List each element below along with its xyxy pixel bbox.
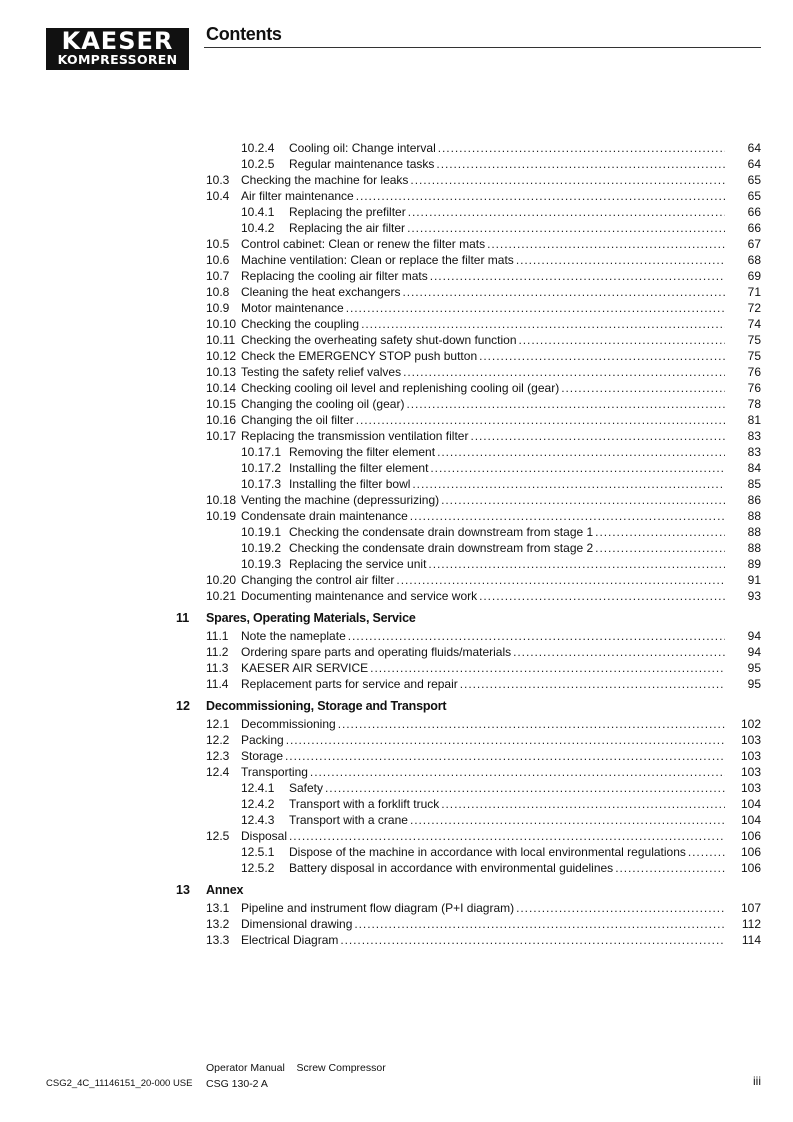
toc-chapter-heading[interactable] — [0, 609, 793, 627]
dot-leader — [470, 428, 725, 444]
page-title: Contents — [206, 24, 282, 44]
toc-entry-number: 10.6 — [206, 253, 230, 267]
toc-entry-title: Installing the filter element — [289, 461, 429, 475]
toc-entry[interactable] — [0, 268, 793, 284]
toc-entry[interactable] — [0, 476, 793, 492]
toc-entry-number: 10.11 — [206, 333, 236, 347]
toc-entry-title: Disposal — [241, 829, 288, 843]
toc-entry[interactable] — [0, 828, 793, 844]
toc-entry-title: Changing the cooling oil (gear) — [241, 397, 405, 411]
toc-entry-title: Decommissioning — [241, 717, 336, 731]
toc-entry-number: 10.8 — [206, 285, 230, 299]
toc-entry-title: Transporting — [241, 765, 308, 779]
chapter-number: 11 — [176, 611, 190, 625]
toc-entry[interactable] — [0, 556, 793, 572]
dot-leader — [285, 748, 725, 764]
toc-entry-title: Testing the safety relief valves — [241, 365, 402, 379]
toc-entry-title: Checking the coupling — [241, 317, 360, 331]
toc-entry[interactable] — [0, 796, 793, 812]
dot-leader — [346, 300, 725, 316]
toc-entry[interactable] — [0, 236, 793, 252]
dot-leader — [396, 572, 725, 588]
toc-entry-page: 86 — [747, 493, 761, 507]
dot-leader — [286, 732, 725, 748]
toc-entry[interactable] — [0, 428, 793, 444]
toc-entry-number: 10.5 — [206, 237, 230, 251]
toc-entry-page: 85 — [747, 477, 761, 491]
logo-line-1: KAESER — [61, 27, 174, 55]
dot-leader — [354, 916, 725, 932]
toc-entry-number: 10.9 — [206, 301, 230, 315]
toc-entry-title: Electrical Diagram — [241, 933, 339, 947]
toc-entry-number: 10.21 — [206, 589, 237, 603]
toc-entry[interactable] — [0, 220, 793, 236]
dot-leader — [430, 268, 725, 284]
toc-entry-title: Pipeline and instrument flow diagram (P+I diagram) — [241, 901, 515, 915]
toc-entry[interactable] — [0, 460, 793, 476]
dot-leader — [487, 236, 725, 252]
toc-entry-title: Replacing the cooling air filter mats — [241, 269, 428, 283]
dot-leader — [410, 172, 725, 188]
toc-entry-page: 93 — [747, 589, 761, 603]
dot-leader — [595, 524, 725, 540]
toc-entry-number: 10.17.3 — [241, 477, 282, 491]
toc-entry-page: 88 — [747, 509, 761, 523]
toc-entry-title: Machine ventilation: Clean or replace the filter mats — [241, 253, 514, 267]
toc-entry-title: Transport with a crane — [289, 813, 408, 827]
toc-entry-page: 75 — [747, 349, 761, 363]
toc-entry-title: Air filter maintenance — [241, 189, 354, 203]
toc-entry-title: KAESER AIR SERVICE — [241, 661, 369, 675]
toc-entry-page: 103 — [740, 749, 761, 763]
toc-entry[interactable] — [0, 188, 793, 204]
toc-entry-title: Note the nameplate — [241, 629, 346, 643]
toc-entry-page: 94 — [747, 645, 761, 659]
dot-leader — [516, 900, 725, 916]
toc-entry[interactable] — [0, 732, 793, 748]
dot-leader — [407, 220, 725, 236]
dot-leader — [325, 780, 725, 796]
toc-entry[interactable] — [0, 396, 793, 412]
toc-entry[interactable] — [0, 716, 793, 732]
toc-entry[interactable] — [0, 540, 793, 556]
toc-entry[interactable] — [0, 508, 793, 524]
toc-entry-title: Ordering spare parts and operating fluids/materials — [241, 645, 512, 659]
toc-entry[interactable] — [0, 156, 793, 172]
toc-entry[interactable] — [0, 628, 793, 644]
toc-entry-number: 10.4.2 — [241, 221, 275, 235]
toc-entry-number: 10.2.4 — [241, 141, 275, 155]
dot-leader — [561, 380, 725, 396]
chapter-number: 13 — [176, 883, 190, 897]
toc-entry-title: Replacement parts for service and repair — [241, 677, 458, 691]
toc-entry-title: Removing the filter element — [289, 445, 436, 459]
toc-entry-title: Changing the oil filter — [241, 413, 354, 427]
dot-leader — [410, 508, 725, 524]
footer-page-number: iii — [753, 1074, 761, 1088]
toc-entry[interactable] — [0, 644, 793, 660]
dot-leader — [437, 444, 725, 460]
dot-leader — [289, 828, 725, 844]
dot-leader — [310, 764, 725, 780]
toc-entry-number: 12.4.1 — [241, 781, 275, 795]
toc-entry[interactable] — [0, 380, 793, 396]
toc-entry-page: 75 — [747, 333, 761, 347]
toc-entry-title: Cooling oil: Change interval — [289, 141, 436, 155]
toc-entry-number: 13.3 — [206, 933, 230, 947]
toc-entry-title: Safety — [289, 781, 324, 795]
chapter-title: Annex — [206, 883, 244, 897]
toc-entry-page: 114 — [741, 933, 761, 947]
dot-leader — [479, 348, 725, 364]
toc-entry[interactable] — [0, 588, 793, 604]
toc-entry-number: 10.19.3 — [241, 557, 282, 571]
toc-entry[interactable] — [0, 660, 793, 676]
dot-leader — [402, 284, 725, 300]
footer-doc-code: CSG2_4C_11146151_20-000 USE — [46, 1078, 193, 1089]
dot-leader — [338, 716, 725, 732]
toc-entry-page: 72 — [747, 301, 761, 315]
toc-entry-title: Replacing the service unit — [289, 557, 427, 571]
toc-entry-number: 10.19.2 — [241, 541, 282, 555]
toc-entry-title: Replacing the prefilter — [289, 205, 406, 219]
toc-entry[interactable] — [0, 916, 793, 932]
toc-entry-page: 67 — [747, 237, 761, 251]
toc-entry[interactable] — [0, 284, 793, 300]
toc-entry-number: 10.20 — [206, 573, 237, 587]
toc-entry-page: 89 — [747, 557, 761, 571]
toc-entry-number: 10.12 — [206, 349, 237, 363]
toc-entry-title: Check the EMERGENCY STOP push button — [241, 349, 478, 363]
dot-leader — [428, 556, 725, 572]
dot-leader — [441, 492, 725, 508]
toc-entry[interactable] — [0, 764, 793, 780]
toc-entry-page: 64 — [747, 141, 761, 155]
toc-entry-page: 65 — [747, 189, 761, 203]
toc-entry-title: Checking the machine for leaks — [241, 173, 409, 187]
toc-entry-number: 11.3 — [206, 661, 229, 675]
toc-entry-title: Checking cooling oil level and replenishing cooling oil (gear) — [241, 381, 560, 395]
toc-entry-number: 12.4.3 — [241, 813, 275, 827]
toc-entry[interactable] — [0, 676, 793, 692]
toc-entry-title: Installing the filter bowl — [289, 477, 411, 491]
dot-leader — [361, 316, 725, 332]
toc-entry-number: 11.1 — [206, 629, 229, 643]
toc-entry-number: 12.5.2 — [241, 861, 275, 875]
toc-entry-page: 88 — [747, 525, 761, 539]
toc-entry-page: 106 — [740, 861, 761, 875]
toc-entry[interactable] — [0, 332, 793, 348]
toc-entry-title: Checking the overheating safety shut-down function — [241, 333, 517, 347]
toc-entry-number: 12.4.2 — [241, 797, 275, 811]
dot-leader — [370, 660, 725, 676]
toc-entry-number: 10.17.2 — [241, 461, 282, 475]
toc-entry[interactable] — [0, 412, 793, 428]
dot-leader — [430, 460, 725, 476]
dot-leader — [479, 588, 725, 604]
dot-leader — [441, 796, 725, 812]
dot-leader — [519, 332, 725, 348]
toc-entry-number: 13.1 — [206, 901, 230, 915]
toc-entry-title: Documenting maintenance and service work — [241, 589, 478, 603]
toc-entry-number: 10.3 — [206, 173, 230, 187]
toc-entry[interactable] — [0, 316, 793, 332]
toc-entry-page: 112 — [741, 917, 761, 931]
toc-entry-page: 102 — [740, 717, 761, 731]
toc-entry[interactable] — [0, 300, 793, 316]
toc-entry-page: 74 — [747, 317, 761, 331]
toc-entry-page: 106 — [740, 845, 761, 859]
toc-entry-number: 10.18 — [206, 493, 237, 507]
dot-leader — [406, 396, 725, 412]
dot-leader — [403, 364, 725, 380]
toc-entry[interactable] — [0, 492, 793, 508]
toc-entry-number: 10.16 — [206, 413, 237, 427]
toc-entry-title: Replacing the transmission ventilation filter — [241, 429, 469, 443]
toc-entry-page: 69 — [747, 269, 761, 283]
chapter-title: Decommissioning, Storage and Transport — [206, 699, 447, 713]
logo-line-2: KOMPRESSOREN — [57, 52, 178, 67]
dot-leader — [595, 540, 725, 556]
header-rule — [204, 47, 761, 48]
toc-entry-title: Packing — [241, 733, 284, 747]
toc-entry-page: 84 — [747, 461, 761, 475]
toc-entry-page: 103 — [740, 781, 761, 795]
toc-entry-title: Replacing the air filter — [289, 221, 406, 235]
dot-leader — [356, 412, 725, 428]
toc-entry-title: Changing the control air filter — [241, 573, 395, 587]
toc-entry-number: 11.2 — [206, 645, 229, 659]
dot-leader — [513, 644, 725, 660]
toc-entry-page: 66 — [747, 221, 761, 235]
toc-entry[interactable] — [0, 524, 793, 540]
toc-entry[interactable] — [0, 444, 793, 460]
toc-entry-number: 10.4 — [206, 189, 230, 203]
page-footer — [0, 1060, 793, 1100]
chapter-number: 12 — [176, 699, 190, 713]
toc-entry-page: 71 — [747, 285, 761, 299]
footer-manual-title: Operator Manual Screw Compressor — [206, 1062, 386, 1074]
toc-entry[interactable] — [0, 364, 793, 380]
toc-entry[interactable] — [0, 932, 793, 948]
toc-entry-number: 12.5 — [206, 829, 230, 843]
toc-entry[interactable] — [0, 348, 793, 364]
toc-entry-title: Dispose of the machine in accordance with local environmental regulations — [289, 845, 686, 859]
toc-entry-title: Control cabinet: Clean or renew the filter mats — [241, 237, 486, 251]
toc-entry-title: Regular maintenance tasks — [289, 157, 435, 171]
toc-entry-page: 103 — [740, 733, 761, 747]
toc-entry-number: 12.4 — [206, 765, 230, 779]
toc-entry-page: 107 — [740, 901, 761, 915]
toc-entry-number: 10.17.1 — [241, 445, 282, 459]
toc-entry-number: 10.4.1 — [241, 205, 275, 219]
footer-model: CSG 130-2 A — [206, 1078, 268, 1090]
toc-entry-page: 68 — [747, 253, 761, 267]
toc-entry-title: Dimensional drawing — [241, 917, 353, 931]
dot-leader — [412, 476, 725, 492]
toc-entry-title: Checking the condensate drain downstream from stage 2 — [289, 541, 594, 555]
toc-entry-page: 76 — [747, 365, 761, 379]
dot-leader — [438, 140, 725, 156]
toc-entry-page: 78 — [747, 397, 761, 411]
dot-leader — [340, 932, 725, 948]
toc-entry-page: 104 — [740, 813, 761, 827]
toc-entry-page: 76 — [747, 381, 761, 395]
toc-entry-number: 12.2 — [206, 733, 230, 747]
toc-entry-page: 95 — [747, 661, 761, 675]
toc-entry-page: 94 — [747, 629, 761, 643]
toc-entry-page: 83 — [747, 445, 761, 459]
toc-entry-title: Battery disposal in accordance with environmental guidelines — [289, 861, 614, 875]
toc-entry[interactable] — [0, 748, 793, 764]
toc-entry-title: Venting the machine (depressurizing) — [241, 493, 440, 507]
toc-chapter-heading[interactable] — [0, 697, 793, 715]
toc-entry-title: Checking the condensate drain downstream from stage 1 — [289, 525, 594, 539]
toc-entry-page: 66 — [747, 205, 761, 219]
toc-entry-number: 10.7 — [206, 269, 230, 283]
toc-entry-number: 10.13 — [206, 365, 237, 379]
toc-entry[interactable] — [0, 140, 793, 156]
dot-leader — [356, 188, 725, 204]
toc-entry-number: 10.2.5 — [241, 157, 275, 171]
toc-entry-page: 65 — [747, 173, 761, 187]
toc-entry-number: 11.4 — [206, 677, 229, 691]
chapter-title: Spares, Operating Materials, Service — [206, 611, 416, 625]
toc-entry-page: 106 — [740, 829, 761, 843]
toc-entry-page: 83 — [747, 429, 761, 443]
toc-entry-title: Condensate drain maintenance — [241, 509, 408, 523]
toc-entry-title: Motor maintenance — [241, 301, 344, 315]
dot-leader — [615, 860, 725, 876]
toc-entry[interactable] — [0, 900, 793, 916]
toc-entry-number: 10.15 — [206, 397, 237, 411]
toc-entry-page: 91 — [747, 573, 761, 587]
dot-leader — [410, 812, 725, 828]
toc-entry-page: 81 — [747, 413, 761, 427]
dot-leader — [436, 156, 725, 172]
toc-entry-number: 10.19.1 — [241, 525, 282, 539]
toc-entry-title: Transport with a forklift truck — [289, 797, 440, 811]
dot-leader — [688, 844, 725, 860]
toc-entry-number: 13.2 — [206, 917, 230, 931]
toc-entry[interactable] — [0, 172, 793, 188]
toc-entry-number: 12.3 — [206, 749, 230, 763]
toc-entry[interactable] — [0, 860, 793, 876]
toc-entry[interactable] — [0, 844, 793, 860]
toc-entry-title: Storage — [241, 749, 284, 763]
toc-entry-number: 12.5.1 — [241, 845, 275, 859]
toc-entry[interactable] — [0, 780, 793, 796]
dot-leader — [348, 628, 725, 644]
toc-entry-number: 10.10 — [206, 317, 237, 331]
toc-entry-page: 64 — [747, 157, 761, 171]
toc-entry-number: 10.14 — [206, 381, 237, 395]
toc-entry-number: 12.1 — [206, 717, 230, 731]
toc-entry-page: 104 — [740, 797, 761, 811]
toc-entry[interactable] — [0, 204, 793, 220]
kaeser-logo — [46, 28, 189, 70]
toc-entry-page: 88 — [747, 541, 761, 555]
toc-entry-number: 10.17 — [206, 429, 237, 443]
toc-entry-page: 103 — [740, 765, 761, 779]
dot-leader — [408, 204, 725, 220]
toc-entry[interactable] — [0, 812, 793, 828]
toc-entry-page: 95 — [747, 677, 761, 691]
dot-leader — [460, 676, 725, 692]
toc-entry-title: Cleaning the heat exchangers — [241, 285, 401, 299]
toc-entry[interactable] — [0, 572, 793, 588]
toc-entry[interactable] — [0, 252, 793, 268]
toc-entry-number: 10.19 — [206, 509, 237, 523]
dot-leader — [516, 252, 725, 268]
toc-chapter-heading[interactable] — [0, 881, 793, 899]
